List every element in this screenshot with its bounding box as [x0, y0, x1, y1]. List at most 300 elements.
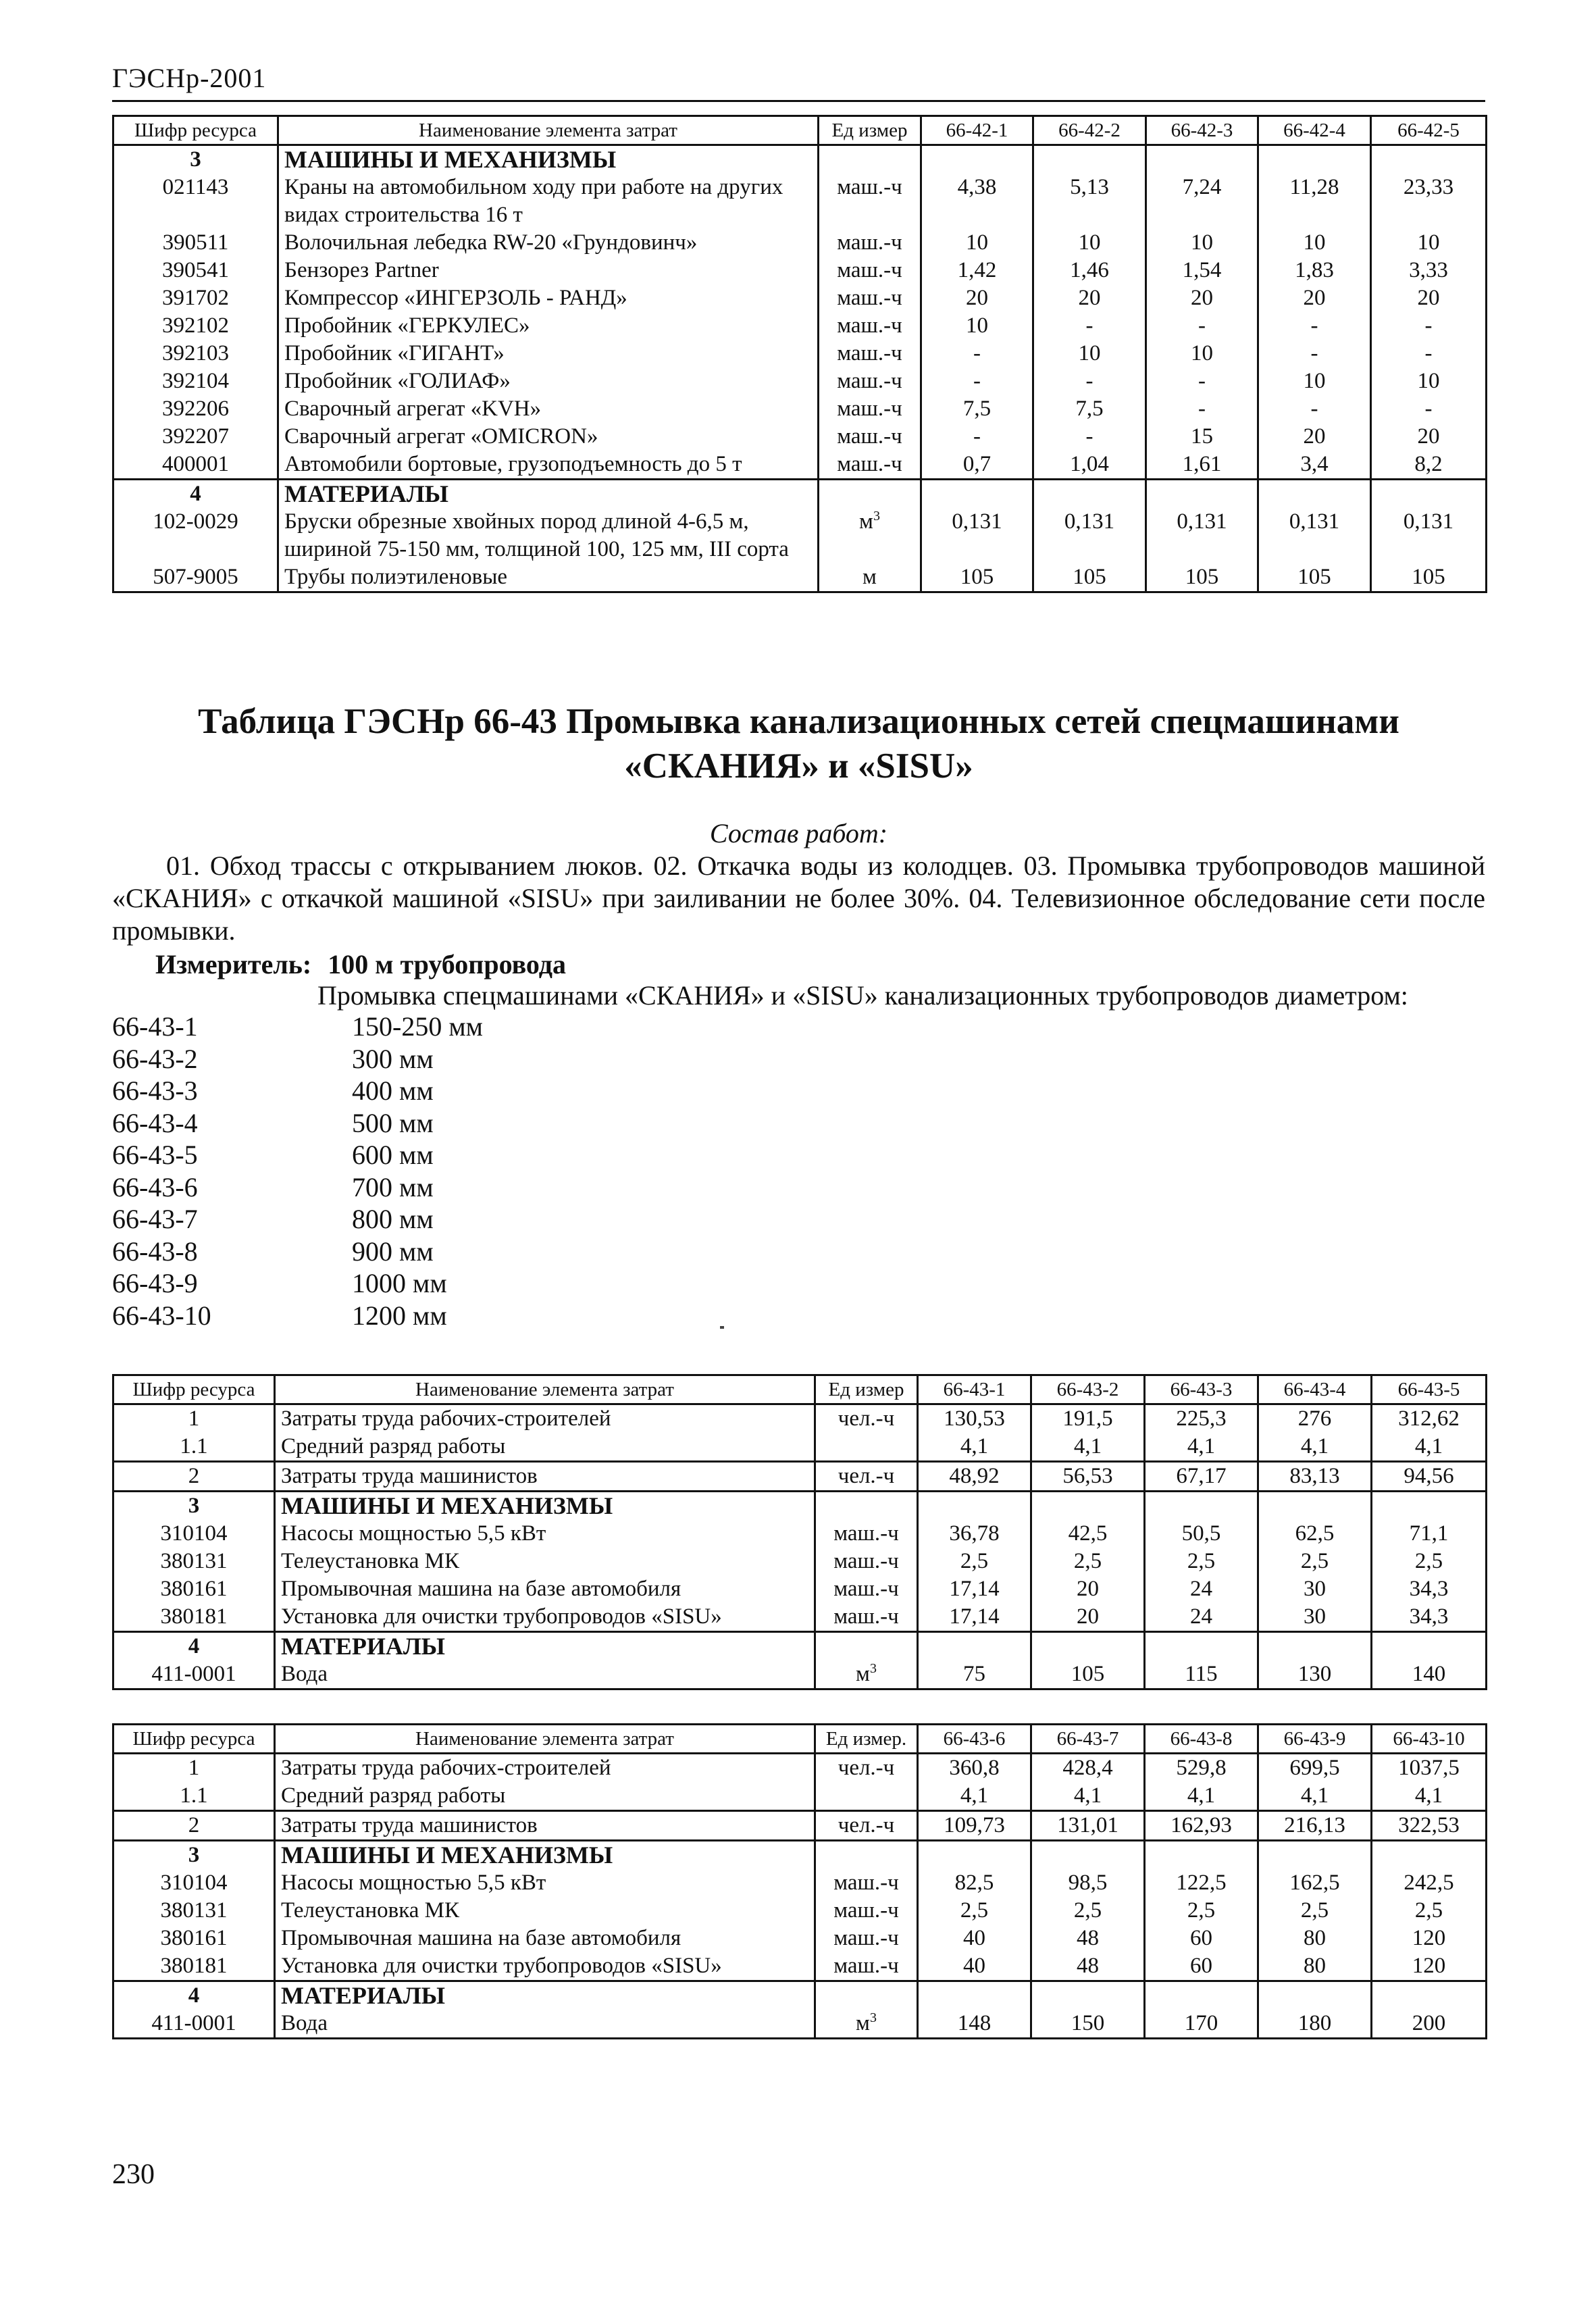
table-header-row [113, 1375, 1487, 1404]
norm-value: 10 [921, 312, 1033, 340]
norm-value: 80 [1258, 1952, 1372, 1981]
table-row [113, 1660, 1487, 1689]
resource-code: 380131 [113, 1548, 275, 1575]
header-variant-column: 66-43-4 [1258, 1375, 1372, 1404]
norm-value: 130,53 [918, 1404, 1031, 1433]
resource-code: 3 [113, 145, 278, 174]
norm-value: 82,5 [918, 1869, 1031, 1897]
norm-value: 699,5 [1258, 1754, 1372, 1783]
cost-element-name: Сварочный агрегат «KVH» [278, 395, 819, 423]
norm-value: 4,1 [918, 1782, 1031, 1811]
norm-value: 60 [1145, 1925, 1258, 1952]
empty-cell [1371, 145, 1487, 174]
norm-value: - [1146, 367, 1258, 395]
norm-value: 120 [1372, 1952, 1487, 1981]
header-variant-column: 66-43-2 [1031, 1375, 1145, 1404]
norm-value: 8,2 [1371, 451, 1487, 480]
norm-value: 71,1 [1372, 1520, 1487, 1548]
header-code: Шифр ресурса [113, 1375, 275, 1404]
norm-value: 83,13 [1258, 1462, 1372, 1492]
resource-code: 392102 [113, 312, 278, 340]
unit-of-measure [815, 1754, 918, 1783]
unit-text: маш.-ч [837, 313, 902, 338]
table-row [113, 508, 1487, 563]
norm-value: 0,131 [1258, 508, 1371, 563]
list-item [112, 1011, 483, 1043]
norm-value: 148 [918, 2010, 1031, 2039]
cost-element-name: Промывочная машина на базе автомобиля [275, 1925, 815, 1952]
norm-value: 4,1 [1031, 1433, 1145, 1462]
variant-diameter: 400 мм [352, 1075, 434, 1106]
empty-cell [1031, 1492, 1145, 1521]
composition-heading: Состав работ: [709, 818, 888, 848]
variant-diameter: 1200 мм [352, 1300, 447, 1331]
norm-value: 62,5 [1258, 1520, 1372, 1548]
norm-value: 162,5 [1258, 1869, 1372, 1897]
norm-value: 23,33 [1371, 174, 1487, 229]
norm-value: 80 [1258, 1925, 1372, 1952]
norm-value: 30 [1258, 1603, 1372, 1632]
norm-value: 10 [1258, 229, 1371, 257]
norm-value: 131,01 [1031, 1811, 1145, 1841]
empty-cell [1258, 480, 1371, 509]
variant-code: 66-43-10 [112, 1300, 211, 1331]
header-variant-column: 66-43-6 [918, 1725, 1031, 1754]
section-row [113, 1841, 1487, 1870]
variant-diameter: 300 мм [352, 1043, 434, 1074]
resource-code: 507-9005 [113, 563, 278, 592]
norm-value: 2,5 [918, 1548, 1031, 1575]
variant-diameter: 1000 мм [352, 1268, 447, 1298]
norm-value: 4,1 [1372, 1782, 1487, 1811]
resource-code: 380131 [113, 1897, 275, 1925]
unit-text: маш.-ч [833, 1521, 899, 1546]
norm-value: 242,5 [1372, 1869, 1487, 1897]
unit-of-measure [819, 367, 921, 395]
cost-element-name: Вода [275, 1660, 815, 1689]
cost-element-name: Пробойник «ГОЛИАФ» [278, 367, 819, 395]
norm-value: 4,38 [921, 174, 1033, 229]
norm-value: 2,5 [1145, 1548, 1258, 1575]
norm-value: 150 [1031, 2010, 1145, 2039]
resource-code: 4 [113, 1981, 275, 2010]
unit-of-measure [815, 1462, 918, 1492]
norm-value: 24 [1145, 1575, 1258, 1603]
resource-code: 310104 [113, 1869, 275, 1897]
table-row [113, 1869, 1487, 1897]
empty-cell [1258, 1632, 1372, 1661]
norm-value: 48 [1031, 1952, 1145, 1981]
empty-cell [815, 1841, 918, 1870]
header-name: Наименование элемента затрат [278, 116, 819, 145]
norm-value: 2,5 [918, 1897, 1031, 1925]
cost-element-name: Пробойник «ГИГАНТ» [278, 340, 819, 367]
norm-value: 60 [1145, 1952, 1258, 1981]
cost-element-name: Промывочная машина на базе автомобиля [275, 1575, 815, 1603]
section-row [113, 1632, 1487, 1661]
norm-value: 1,04 [1033, 451, 1146, 480]
table-row [113, 1575, 1487, 1603]
empty-cell [1031, 1632, 1145, 1661]
unit-of-measure [819, 312, 921, 340]
header-variant-column: 66-43-8 [1145, 1725, 1258, 1754]
empty-cell [1372, 1632, 1487, 1661]
norm-value: 56,53 [1031, 1462, 1145, 1492]
header-unit: Ед измер [815, 1375, 918, 1404]
unit-of-measure [819, 229, 921, 257]
unit-text: маш.-ч [837, 424, 902, 449]
resource-code: 411-0001 [113, 2010, 275, 2039]
norm-value: 4,1 [1258, 1433, 1372, 1462]
table-row [113, 367, 1487, 395]
norm-value: - [921, 367, 1033, 395]
norm-value: 4,1 [1372, 1433, 1487, 1462]
variant-diameter: 900 мм [352, 1236, 434, 1267]
norm-value: 20 [921, 284, 1033, 312]
resource-code: 3 [113, 1841, 275, 1870]
table-row [113, 1754, 1487, 1783]
empty-cell [1145, 1632, 1258, 1661]
norm-value: 105 [1371, 563, 1487, 592]
norm-value: 140 [1372, 1660, 1487, 1689]
norm-value: 17,14 [918, 1575, 1031, 1603]
header-variant-column: 66-42-5 [1371, 116, 1487, 145]
unit-of-measure [815, 1660, 918, 1689]
norm-value: 170 [1145, 2010, 1258, 2039]
unit-of-measure [815, 1548, 918, 1575]
unit-text: маш.-ч [837, 230, 902, 255]
unit-text: маш.-ч [833, 1898, 899, 1923]
table-row [113, 1433, 1487, 1462]
section-title: МАТЕРИАЛЫ [278, 480, 819, 509]
header-variant-column: 66-42-3 [1146, 116, 1258, 145]
section-row [113, 145, 1487, 174]
norm-value: - [1371, 312, 1487, 340]
norm-value: 2,5 [1372, 1897, 1487, 1925]
unit-text: м [856, 2011, 870, 2035]
empty-cell [1372, 1492, 1487, 1521]
unit-of-measure [815, 1782, 918, 1811]
unit-of-measure [819, 451, 921, 480]
norm-value: 7,5 [1033, 395, 1146, 423]
variant-diameter: 150-250 мм [352, 1011, 483, 1042]
resource-table-66-43-b [112, 1723, 1487, 2039]
norm-value: 130 [1258, 1660, 1372, 1689]
unit-of-measure [815, 1952, 918, 1981]
norm-value: - [1146, 395, 1258, 423]
table-row [113, 395, 1487, 423]
norm-value: 105 [921, 563, 1033, 592]
scan-mark [720, 1326, 724, 1329]
variant-diameter: 500 мм [352, 1107, 434, 1138]
unit-text: м [859, 509, 873, 534]
resource-code: 3 [113, 1492, 275, 1521]
variant-diameter: 800 мм [352, 1204, 434, 1234]
unit-of-measure [819, 423, 921, 451]
empty-cell [1372, 1841, 1487, 1870]
norm-value: 1,42 [921, 257, 1033, 284]
norm-value: 529,8 [1145, 1754, 1258, 1783]
unit-of-measure [815, 1575, 918, 1603]
empty-cell [1145, 1841, 1258, 1870]
norm-value: - [1033, 367, 1146, 395]
cost-element-name: Затраты труда машинистов [275, 1811, 815, 1841]
empty-cell [918, 1981, 1031, 2010]
norm-value: 10 [1258, 367, 1371, 395]
unit-of-measure [815, 1925, 918, 1952]
table-row [113, 2010, 1487, 2039]
cost-element-name: Установка для очистки трубопроводов «SISU» [275, 1603, 815, 1632]
empty-cell [1371, 480, 1487, 509]
norm-value: 4,1 [1145, 1782, 1258, 1811]
norm-value: - [1258, 395, 1371, 423]
section-row [113, 1492, 1487, 1521]
unit-text: чел.-ч [838, 1813, 895, 1837]
norm-value: 2,5 [1145, 1897, 1258, 1925]
norm-value: 0,131 [1146, 508, 1258, 563]
document-code: ГЭСНр-2001 [112, 63, 267, 93]
table-row [113, 229, 1487, 257]
norm-value: 225,3 [1145, 1404, 1258, 1433]
empty-cell [921, 480, 1033, 509]
list-item [112, 1236, 483, 1268]
norm-value: 98,5 [1031, 1869, 1145, 1897]
cost-element-name: Пробойник «ГЕРКУЛЕС» [278, 312, 819, 340]
resource-code: 392207 [113, 423, 278, 451]
header-variant-column: 66-43-5 [1372, 1375, 1487, 1404]
norm-value: 2,5 [1031, 1897, 1145, 1925]
measure-line [155, 948, 566, 980]
header-unit: Ед измер. [815, 1725, 918, 1754]
norm-value: - [1371, 395, 1487, 423]
table-header-row [113, 1725, 1487, 1754]
norm-value: 10 [1146, 340, 1258, 367]
cost-element-name: Трубы полиэтиленовые [278, 563, 819, 592]
resource-code: 392103 [113, 340, 278, 367]
norm-value: 322,53 [1372, 1811, 1487, 1841]
norm-value: 120 [1372, 1925, 1487, 1952]
norm-value: 428,4 [1031, 1754, 1145, 1783]
norm-value: 276 [1258, 1404, 1372, 1433]
resource-code: 380161 [113, 1925, 275, 1952]
norm-value: 40 [918, 1952, 1031, 1981]
unit-text: маш.-ч [837, 258, 902, 282]
norm-value: 40 [918, 1925, 1031, 1952]
list-item [112, 1075, 483, 1107]
norm-value: 15 [1146, 423, 1258, 451]
header-unit: Ед измер [819, 116, 921, 145]
list-item [112, 1043, 483, 1075]
norm-value: 180 [1258, 2010, 1372, 2039]
page-number: 230 [112, 2159, 155, 2190]
norm-value: 4,1 [1031, 1782, 1145, 1811]
unit-text: маш.-ч [833, 1577, 899, 1601]
variant-code: 66-43-6 [112, 1171, 198, 1202]
cost-element-name: Насосы мощностью 5,5 кВт [275, 1520, 815, 1548]
norm-value: 105 [1258, 563, 1371, 592]
variant-code: 66-43-5 [112, 1140, 198, 1170]
norm-value: - [921, 423, 1033, 451]
norm-value: 2,5 [1258, 1897, 1372, 1925]
unit-text: маш.-ч [833, 1871, 899, 1895]
header-code: Шифр ресурса [113, 1725, 275, 1754]
norm-value: 115 [1145, 1660, 1258, 1689]
norm-value: 10 [1146, 229, 1258, 257]
norm-value: 20 [1033, 284, 1146, 312]
norm-value: 67,17 [1145, 1462, 1258, 1492]
empty-cell [1031, 1981, 1145, 2010]
resource-code: 4 [113, 480, 278, 509]
unit-of-measure [819, 340, 921, 367]
unit-of-measure [819, 563, 921, 592]
cost-element-name: Средний разряд работы [275, 1782, 815, 1811]
norm-value: 1,83 [1258, 257, 1371, 284]
norm-value: 48,92 [918, 1462, 1031, 1492]
section-row [113, 480, 1487, 509]
cost-element-name: Средний разряд работы [275, 1433, 815, 1462]
cost-element-name: Затраты труда рабочих-строителей [275, 1754, 815, 1783]
norm-value: 191,5 [1031, 1404, 1145, 1433]
header-code: Шифр ресурса [113, 116, 278, 145]
empty-cell [918, 1841, 1031, 1870]
measure-value: 100 м трубопровода [328, 949, 566, 980]
empty-cell [815, 1492, 918, 1521]
resource-code: 1 [113, 1754, 275, 1783]
unit-of-measure [815, 2010, 918, 2039]
resource-code: 390541 [113, 257, 278, 284]
cost-element-name: Затраты труда рабочих-строителей [275, 1404, 815, 1433]
norm-value: 10 [921, 229, 1033, 257]
section-title: МАТЕРИАЛЫ [275, 1981, 815, 2010]
resource-code: 021143 [113, 174, 278, 229]
header-variant-column: 66-43-1 [918, 1375, 1031, 1404]
cost-element-name: Установка для очистки трубопроводов «SISU» [275, 1952, 815, 1981]
norm-value: 7,5 [921, 395, 1033, 423]
norm-value: 4,1 [1145, 1433, 1258, 1462]
norm-value: 30 [1258, 1575, 1372, 1603]
resource-code: 4 [113, 1632, 275, 1661]
table-row [113, 1925, 1487, 1952]
section-title: МАШИНЫ И МЕХАНИЗМЫ [275, 1841, 815, 1870]
unit-text: маш.-ч [837, 452, 902, 476]
resource-code: 400001 [113, 451, 278, 480]
header-rule [112, 100, 1485, 102]
norm-value: 10 [1371, 229, 1487, 257]
empty-cell [1258, 1981, 1372, 2010]
norm-value: 50,5 [1145, 1520, 1258, 1548]
unit-of-measure [819, 174, 921, 229]
variant-code: 66-43-1 [112, 1011, 198, 1042]
cost-element-name: Компрессор «ИНГЕРЗОЛЬ - РАНД» [278, 284, 819, 312]
resource-code: 1.1 [113, 1433, 275, 1462]
unit-exponent: 3 [873, 509, 880, 524]
norm-value: 20 [1031, 1603, 1145, 1632]
unit-of-measure [819, 257, 921, 284]
header-variant-column: 66-42-1 [921, 116, 1033, 145]
empty-cell [1031, 1841, 1145, 1870]
unit-text: маш.-ч [837, 397, 902, 421]
unit-exponent: 3 [869, 2010, 877, 2025]
norm-value: 0,131 [1371, 508, 1487, 563]
empty-cell [918, 1632, 1031, 1661]
unit-text: маш.-ч [833, 1549, 899, 1573]
empty-cell [921, 145, 1033, 174]
table-row [113, 1811, 1487, 1841]
norm-value: 105 [1033, 563, 1146, 592]
variant-code: 66-43-3 [112, 1075, 198, 1106]
norm-value: 4,1 [918, 1433, 1031, 1462]
table-row [113, 451, 1487, 480]
empty-cell [815, 1632, 918, 1661]
cost-element-name: Краны на автомобильном ходу при работе на других видах строительства 16 т [278, 174, 819, 229]
empty-cell [1146, 480, 1258, 509]
norm-value: 200 [1372, 2010, 1487, 2039]
header-variant-column: 66-42-2 [1033, 116, 1146, 145]
variant-code: 66-43-7 [112, 1204, 198, 1234]
header-name: Наименование элемента затрат [275, 1725, 815, 1754]
resource-code: 310104 [113, 1520, 275, 1548]
norm-value: 20 [1258, 284, 1371, 312]
empty-cell [815, 1981, 918, 2010]
unit-of-measure [815, 1433, 918, 1462]
unit-text: чел.-ч [838, 1756, 895, 1780]
norm-value: 1,61 [1146, 451, 1258, 480]
resource-code: 1 [113, 1404, 275, 1433]
cost-element-name: Телеустановка МК [275, 1548, 815, 1575]
norm-value: - [1033, 423, 1146, 451]
table-row [113, 1520, 1487, 1548]
norm-value: 216,13 [1258, 1811, 1372, 1841]
header-variant-column: 66-42-4 [1258, 116, 1371, 145]
unit-of-measure [819, 395, 921, 423]
resource-code: 392104 [113, 367, 278, 395]
norm-value: 17,14 [918, 1603, 1031, 1632]
unit-text: м [856, 1662, 870, 1686]
header-variant-column: 66-43-7 [1031, 1725, 1145, 1754]
table-row [113, 1603, 1487, 1632]
list-item [112, 1203, 483, 1236]
table-row [113, 1404, 1487, 1433]
norm-value: 360,8 [918, 1754, 1031, 1783]
unit-text: маш.-ч [837, 341, 902, 365]
unit-text: м [863, 565, 877, 589]
table-row [113, 1782, 1487, 1811]
cost-element-name: Автомобили бортовые, грузоподъемность до 5 т [278, 451, 819, 480]
empty-cell [1145, 1492, 1258, 1521]
resource-table-66-42 [112, 115, 1487, 593]
unit-text: чел.-ч [838, 1464, 895, 1488]
unit-text: маш.-ч [833, 1926, 899, 1950]
table-row [113, 1952, 1487, 1981]
norm-value: 42,5 [1031, 1520, 1145, 1548]
norm-value: 36,78 [918, 1520, 1031, 1548]
table-row [113, 284, 1487, 312]
table-row [113, 1548, 1487, 1575]
norm-value: - [1371, 340, 1487, 367]
unit-of-measure [815, 1811, 918, 1841]
table-row [113, 340, 1487, 367]
resource-code: 2 [113, 1462, 275, 1492]
norm-value: 1037,5 [1372, 1754, 1487, 1783]
norm-value: 7,24 [1146, 174, 1258, 229]
norm-value: 0,131 [1033, 508, 1146, 563]
norm-value: 10 [1371, 367, 1487, 395]
list-item [112, 1171, 483, 1204]
resource-code: 1.1 [113, 1782, 275, 1811]
norm-value: 94,56 [1372, 1462, 1487, 1492]
cost-element-name: Вода [275, 2010, 815, 2039]
norm-value: 1,54 [1146, 257, 1258, 284]
